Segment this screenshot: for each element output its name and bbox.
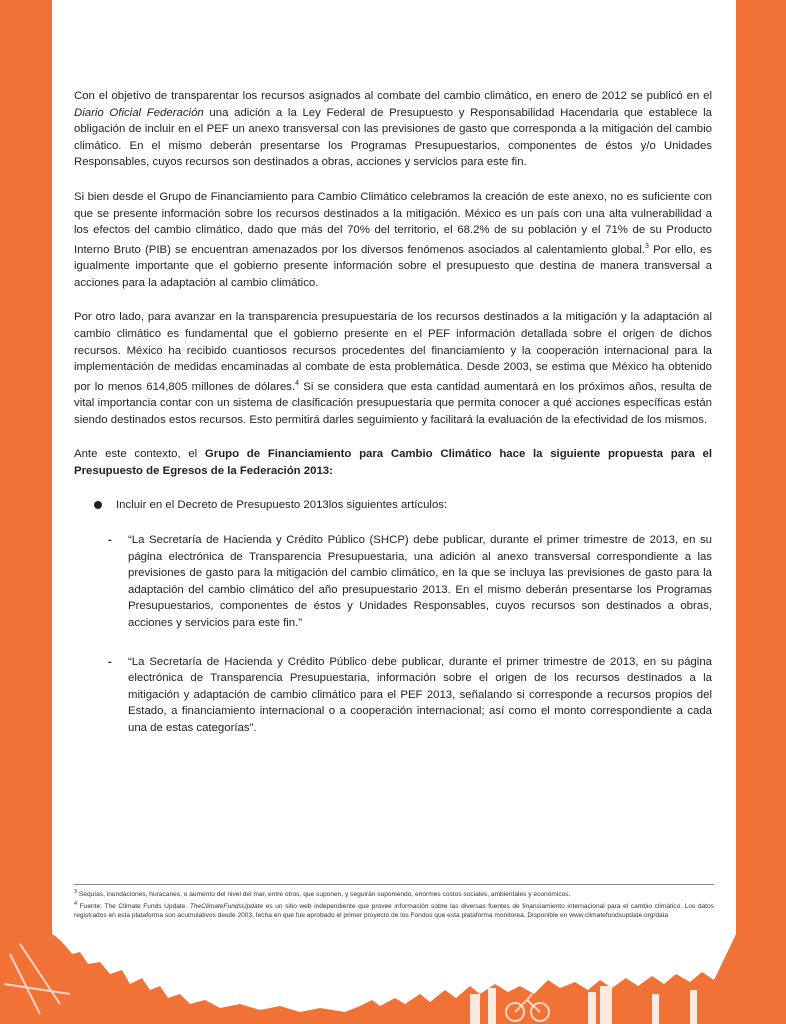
footnote-italic-text: TheClimateFundsUpdate — [189, 903, 264, 911]
footnote-number: 3 — [74, 889, 78, 895]
footnote-number: 4 — [74, 901, 78, 908]
article-item-1 — [108, 532, 712, 632]
footnote-ref-4: 4 — [295, 379, 300, 387]
footnote-text: Sequías, inundaciones, huracanes, o aumento del nivel del mar, entre otros, que suponen, y seguirán suponiendo, enormes costos sociales, ambientales y económicos. — [77, 891, 571, 899]
footnote-divider — [74, 884, 714, 885]
paragraph-text: Por otro lado, para avanzar en la transparencia presupuestaria de los recursos destinados a la mitigación y la adaptación al cambio climático es fundamental que el gobierno presente en el PEF información detallada sobre el origen de dichos recursos. México ha recibido cuantiosos recursos procedentes del financiamiento y la cooperación internacional para la implementación de medidas encaminadas al combate de esta problemática. Desde 2003, se estima que México ha obtenido por lo menos 614,805 millones de dólares. — [74, 311, 712, 393]
paragraph-text: una adición a la Ley Federal de Presupuesto y Responsabilidad Hacendaria que establece la obligación de incluir en el PEF un anexo transversal con las previsiones de gasto que corresponda a la mitigación del cambio climático. En el mismo deberán presentarse los Programas Presupuestarios, componentes de éstos y/o Unidades Responsables, cuyos recursos son destinados a obras, acciones y servicios para este fin. — [74, 106, 712, 169]
article-item-2 — [108, 654, 712, 737]
paragraph-4 — [74, 446, 712, 479]
article-text: “La Secretaría de Hacienda y Crédito Público debe publicar, durante el primer trimestre de 2013, en su página electrónica de Transparencia Presupuestaria, información sobre el origen de los recursos destinados a la mitigación y adaptación de cambio climático para el PEF 2013, señalando si corresponde a recursos propios del Estado, a financiamiento internacional o a cooperación internacional; así como el monto correspondiente a cada una de estas categorías”. — [128, 655, 712, 734]
left-decorative-band — [0, 0, 52, 1024]
bullet-text: Incluir en el Decreto de Presupuesto 2013los siguientes artículos: — [116, 499, 448, 512]
footnote-ref-3: 3 — [645, 242, 649, 250]
paragraph-3 — [74, 309, 712, 428]
paragraph-text: : — [329, 464, 333, 477]
footnote-4 — [74, 900, 714, 920]
paragraph-1 — [74, 88, 712, 171]
paragraph-text: Si se considera que esta cantidad aumentará en los próximos años, resulta de vital importancia contar con un sistema de clasificación presupuestaria que permita conocer a qué acciones específicas están siendo destinados estos recursos. Esto permitirá darles seguimiento y facilitará la evaluación de la efectividad de los mismos. — [74, 380, 713, 426]
footnotes — [74, 888, 714, 921]
paragraph-text: Si bien desde el Grupo de Financiamiento para Cambio Climático celebramos la creación de este anexo, no es suficiente con que se presente información sobre los recursos destinados a la mitigación. México es un país con una alta vulnerabilidad a los efectos del cambio climático, dado que más del 70% del territorio, el 68.2% de su población y el 71% de su Producto Interno Bruto (PIB) se encuentran amenazados por los diversos fenómenos asociados al calentamiento global. — [74, 190, 712, 256]
paragraph-text: Con el objetivo de transparentar los recursos asignados al combate del cambio climático, en enero de 2012 se publicó en el — [74, 90, 712, 102]
footnote-text: Fuente: The Climate Funds Update. — [77, 903, 190, 911]
dash-marker: - — [108, 534, 112, 547]
document-body — [74, 88, 712, 759]
paragraph-text: Ante este contexto, el — [74, 448, 205, 461]
bullet-item — [94, 497, 712, 514]
article-text: “La Secretaría de Hacienda y Crédito Público (SHCP) debe publicar, durante el primer trimestre de 2013, en su página electrónica de Transparencia Presupuestaria, una adición al anexo transversal correspondiente a las previsiones de gasto para la mitigación del cambio climático, en la que se incluya las previsiones de gasto para la adaptación del cambio climático del año presupuestario 2013. En el mismo deberán presentarse los Programas Presupuestarios, componentes de éstos y Unidades Responsables, cuyos recursos son destinados a obras, acciones y servicios para este fin.” — [128, 534, 712, 630]
footnote-text: es un sitio web independiente que provee información sobre las diversas fuentes de financiamiento internacional para el cambio climático. Los datos registrados en esta plataforma son acumulativos desde 2003, fecha en que fue aprobado el primer proyecto de los Fondos que esta plataforma monitorea. Disponible en www.climatefundsupdate.org/data — [74, 903, 714, 920]
paragraph-2 — [74, 189, 712, 291]
footnote-3 — [74, 888, 714, 899]
dash-marker: - — [108, 655, 112, 668]
bullet-dot-icon — [94, 501, 102, 509]
bold-proposal-text: Grupo de Financiamiento para Cambio Climático hace la siguiente propuesta para el Presupuesto de Egresos de la Federación 2013 — [74, 448, 712, 477]
paragraph-text: Por ello, es igualmente importante que el gobierno presente información sobre el presupuesto que destina de manera transversal a acciones para la adaptación al cambio climático. — [74, 243, 712, 289]
right-decorative-band — [736, 0, 786, 1024]
italic-journal-name: Diario Oficial Federación — [74, 106, 204, 119]
